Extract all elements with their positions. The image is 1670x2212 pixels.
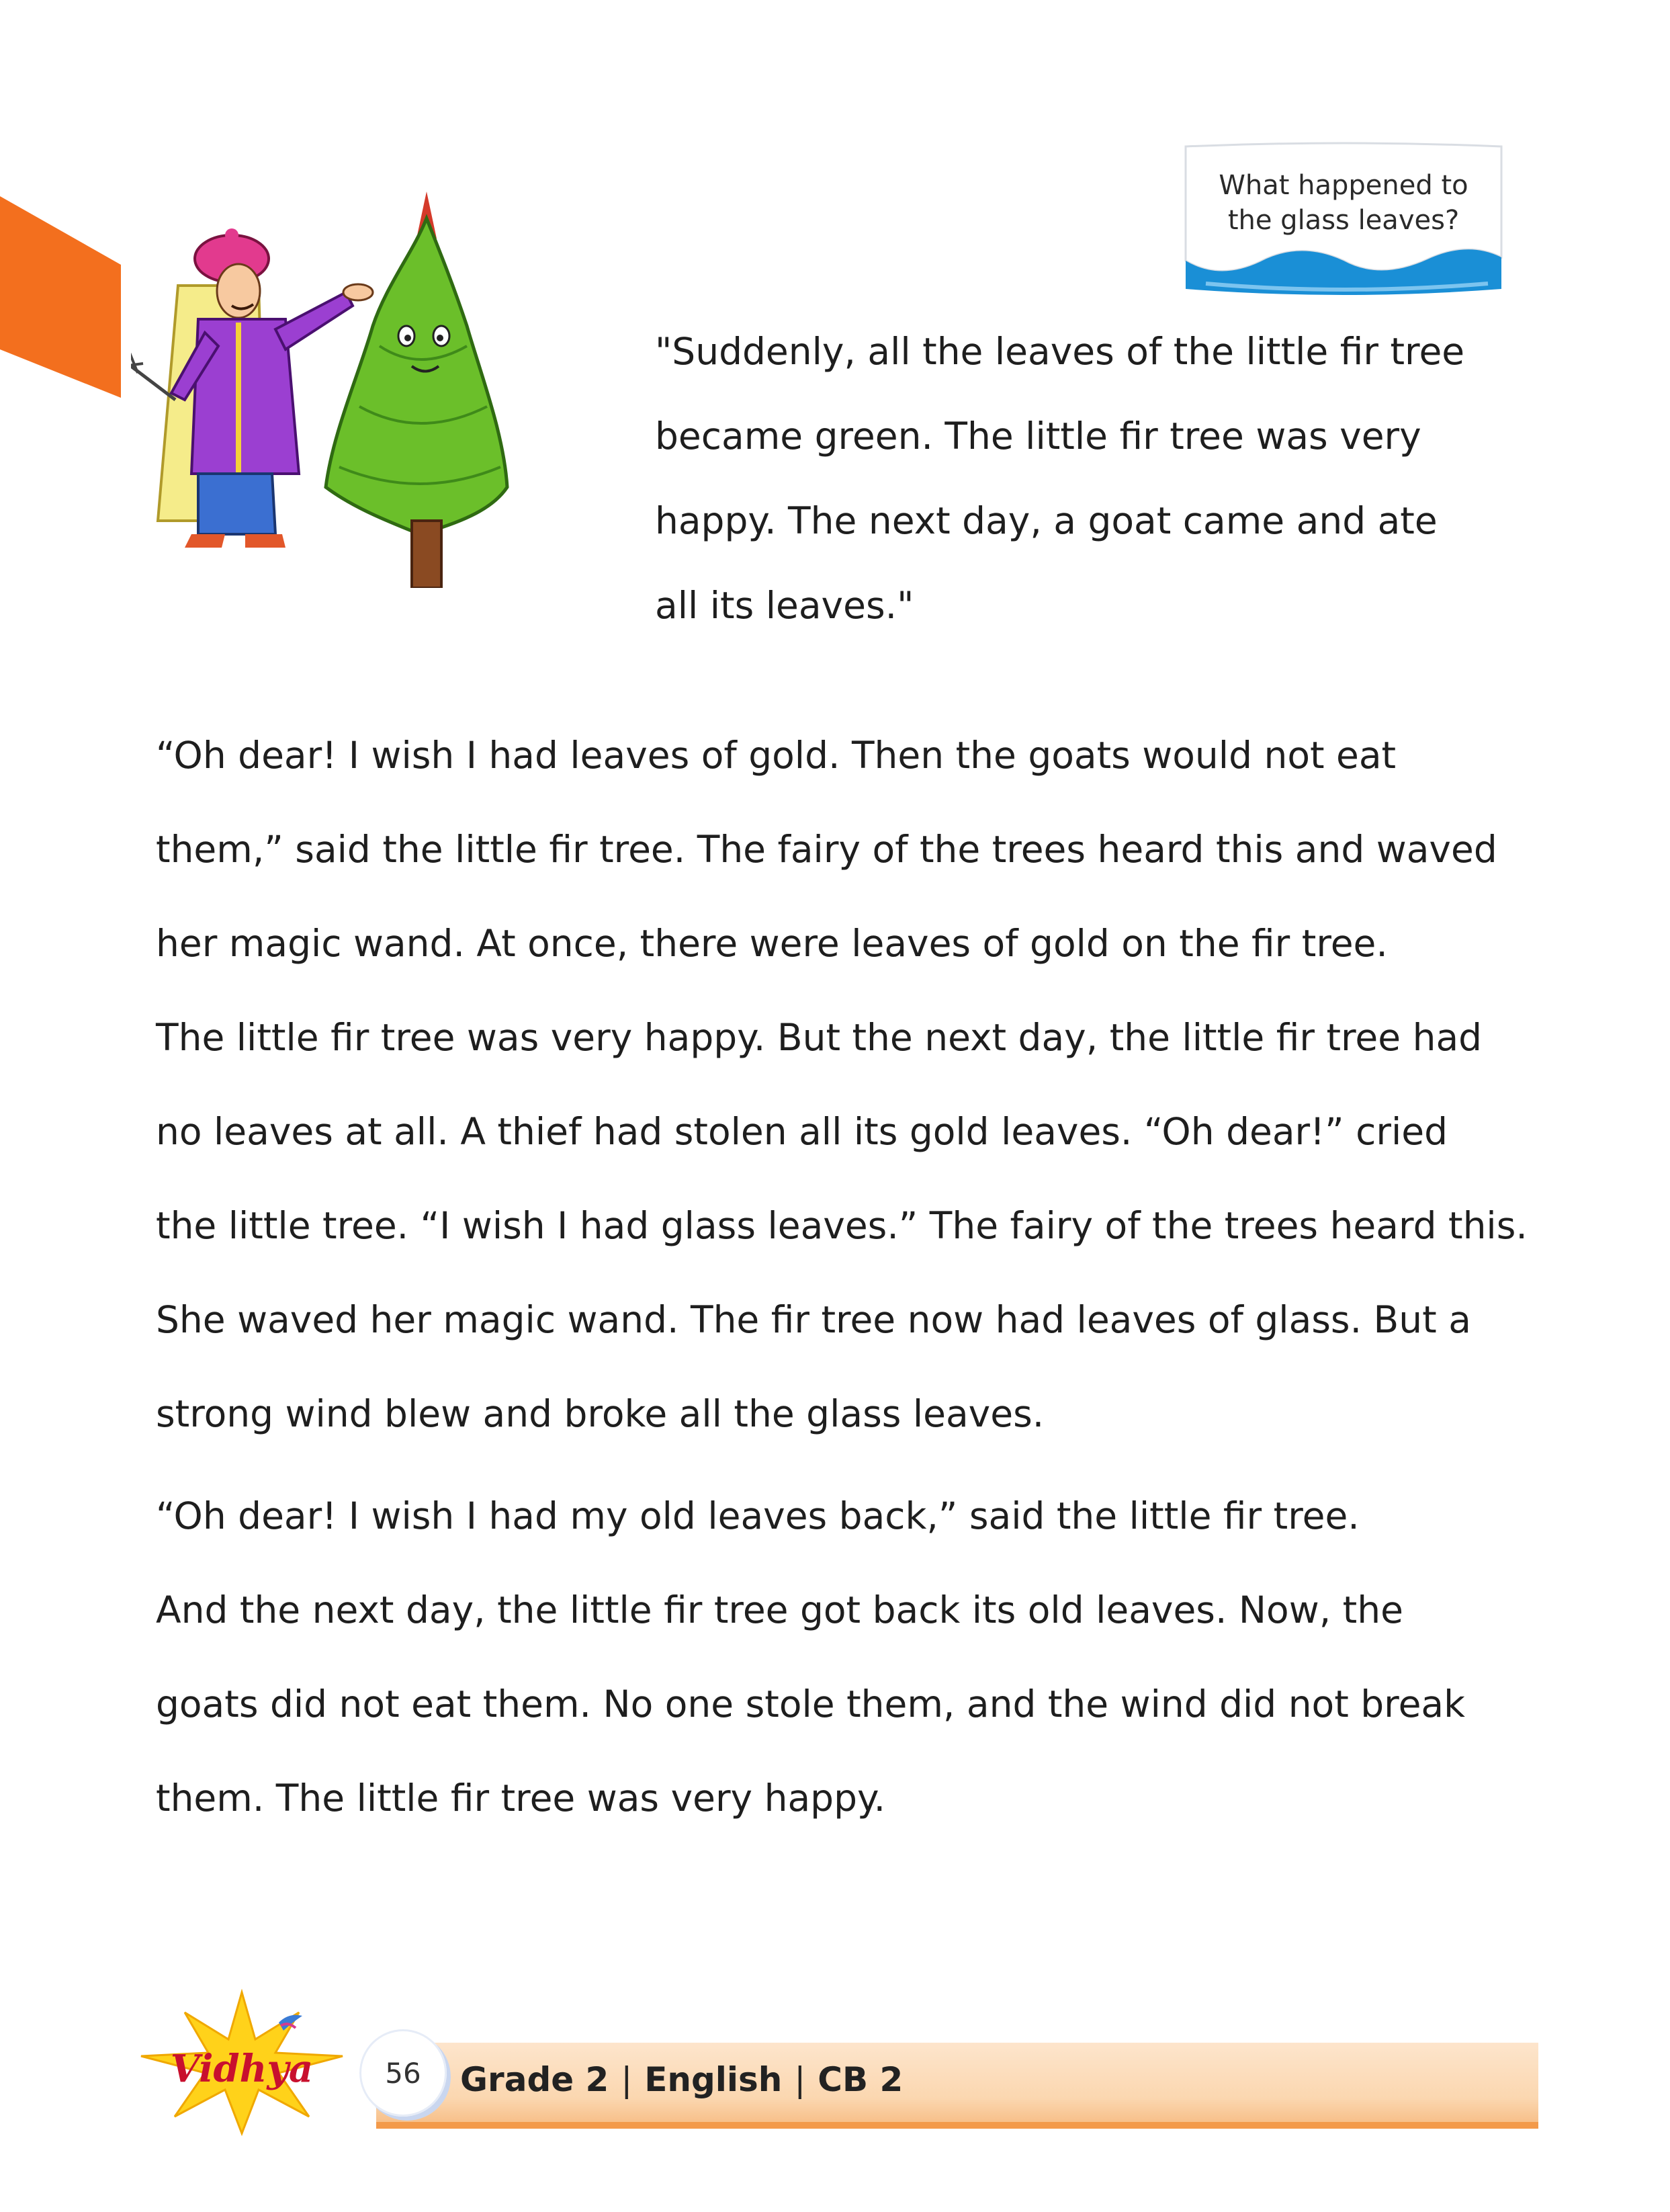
footer-grade: Grade 2 bbox=[460, 2060, 609, 2099]
text-line: happy. The next day, a goat came and ate bbox=[655, 499, 1438, 542]
callout-question bbox=[1182, 168, 1505, 238]
orange-corner-tab bbox=[0, 196, 121, 398]
text-line: no leaves at all. A thief had stolen all its gold leaves. “Oh dear!” cried bbox=[156, 1110, 1448, 1153]
illustration bbox=[131, 171, 642, 588]
footer-subject: English bbox=[644, 2060, 783, 2099]
text-line: them,” said the little fir tree. The fairy of the trees heard this and waved bbox=[156, 828, 1497, 871]
footer-course-info bbox=[460, 2060, 903, 2099]
text-line: became green. The little fir tree was very bbox=[655, 415, 1421, 458]
fir-tree bbox=[326, 192, 507, 588]
text-line: goats did not eat them. No one stole them, and the wind did not break bbox=[156, 1683, 1465, 1726]
text-line: “Oh dear! I wish I had leaves of gold. Then the goats would not eat bbox=[156, 734, 1397, 777]
text-line: She waved her magic wand. The fir tree now had leaves of glass. But a bbox=[156, 1298, 1471, 1341]
fairy-figure bbox=[131, 228, 373, 548]
callout-line: the glass leaves? bbox=[1227, 205, 1460, 236]
footer-book: CB 2 bbox=[818, 2060, 904, 2099]
text-line: And the next day, the little fir tree got back its old leaves. Now, the bbox=[156, 1588, 1403, 1631]
text-line: them. The little fir tree was very happy. bbox=[156, 1777, 886, 1820]
text-line: the little tree. “I wish I had glass leaves.” The fairy of the trees heard this. bbox=[156, 1204, 1528, 1247]
vidhya-logo bbox=[128, 1989, 356, 2137]
page-number: 56 bbox=[359, 2029, 447, 2117]
text-line: “Oh dear! I wish I had my old leaves back,” said the little fir tree. bbox=[156, 1494, 1360, 1537]
text-line: strong wind blew and broke all the glass leaves. bbox=[156, 1392, 1045, 1435]
callout-line: What happened to bbox=[1219, 170, 1468, 201]
text-line: all its leaves." bbox=[655, 584, 914, 627]
story-body bbox=[156, 708, 1540, 1845]
paragraph bbox=[156, 708, 1540, 1461]
story-intro bbox=[655, 309, 1528, 648]
footer-separator: | bbox=[621, 2060, 633, 2099]
text-line: her magic wand. At once, there were leaves of gold on the fir tree. bbox=[156, 922, 1388, 965]
footer-separator: | bbox=[794, 2060, 806, 2099]
text-line: The little fir tree was very happy. But the next day, the little fir tree had bbox=[156, 1016, 1483, 1059]
paragraph bbox=[156, 1469, 1540, 1845]
text-line: "Suddenly, all the leaves of the little fir tree bbox=[655, 330, 1465, 373]
logo-wordmark: Vidhya bbox=[170, 2047, 314, 2091]
